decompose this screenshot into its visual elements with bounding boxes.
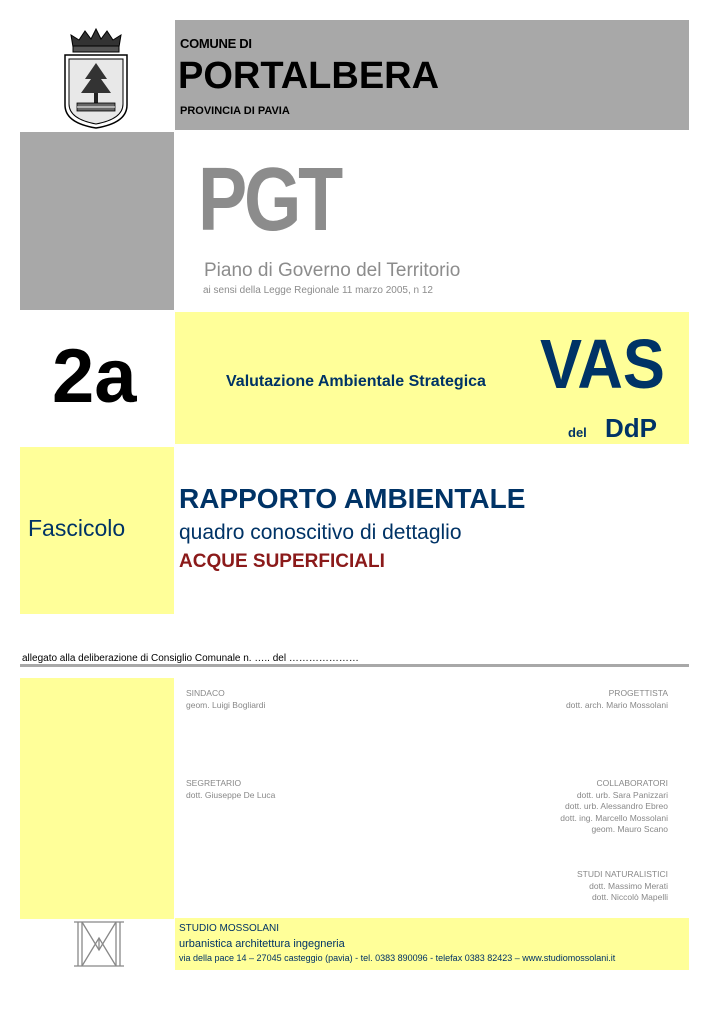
sindaco-block <box>186 688 265 711</box>
progettista-name: dott. arch. Mario Mossolani <box>565 699 668 710</box>
segretario-name: dott. Giuseppe De Luca <box>186 789 276 800</box>
divider <box>20 664 689 667</box>
acque-subtitle: ACQUE SUPERFICIALI <box>179 551 385 572</box>
comune-name: PORTALBERA <box>178 55 440 97</box>
progettista-role: PROGETTISTA <box>608 688 668 698</box>
sindaco-role: SINDACO <box>186 688 225 698</box>
studi-role: STUDI NATURALISTICI <box>577 869 668 879</box>
staff-yellow-block <box>20 678 174 919</box>
allegato-note: allegato alla deliberazione di Consiglio Comunale n. ….. del ………………… <box>22 653 359 664</box>
collaboratore-name: dott. urb. Sara Panizzari <box>576 789 668 800</box>
comune-di-label: COMUNE DI <box>180 36 252 51</box>
collaboratori-role: COLLABORATORI <box>596 778 668 788</box>
sindaco-name: geom. Luigi Bogliardi <box>186 699 266 710</box>
collaboratori-block <box>560 778 668 836</box>
studio-address: via della pace 14 – 27045 casteggio (pavia) - tel. 0383 890096 - telefax 0383 82423 – www.studiomossolani.it <box>179 953 616 963</box>
vas-del-label: del <box>568 425 587 440</box>
vas-ddp-label: DdP <box>605 413 657 443</box>
provincia-label: PROVINCIA DI PAVIA <box>180 105 290 117</box>
pgt-acronym: PGT <box>198 150 340 250</box>
studi-naturalistici-block <box>577 869 668 904</box>
fascicolo-label: Fascicolo <box>28 515 126 541</box>
quadro-subtitle: quadro conoscitivo di dettaglio <box>179 521 462 544</box>
vas-full-title: Valutazione Ambientale Strategica <box>226 373 486 390</box>
pgt-gray-block <box>20 132 174 310</box>
studi-name: dott. Niccolò Mapelli <box>591 892 668 902</box>
municipal-crest-icon <box>55 27 137 130</box>
progettista-block <box>566 688 668 711</box>
collaboratore-name: geom. Mauro Scano <box>591 824 668 834</box>
collaboratore-name: dott. ing. Marcello Mossolani <box>560 812 668 823</box>
studi-name: dott. Massimo Merati <box>589 880 668 891</box>
segretario-role: SEGRETARIO <box>186 778 242 788</box>
pgt-subtitle: ai sensi della Legge Regionale 11 marzo 2005, n 12 <box>203 285 433 296</box>
document-number: 2a <box>52 334 137 419</box>
vas-acronym: VAS <box>540 325 665 403</box>
segretario-block <box>186 778 275 801</box>
studio-name: STUDIO MOSSOLANI <box>179 923 280 934</box>
pgt-title: Piano di Governo del Territorio <box>204 260 461 281</box>
rapporto-title: RAPPORTO AMBIENTALE <box>179 483 526 514</box>
mm-monogram-icon <box>72 920 126 968</box>
collaboratore-name: dott. urb. Alessandro Ebreo <box>564 801 668 811</box>
studio-description: urbanistica architettura ingegneria <box>179 938 345 950</box>
